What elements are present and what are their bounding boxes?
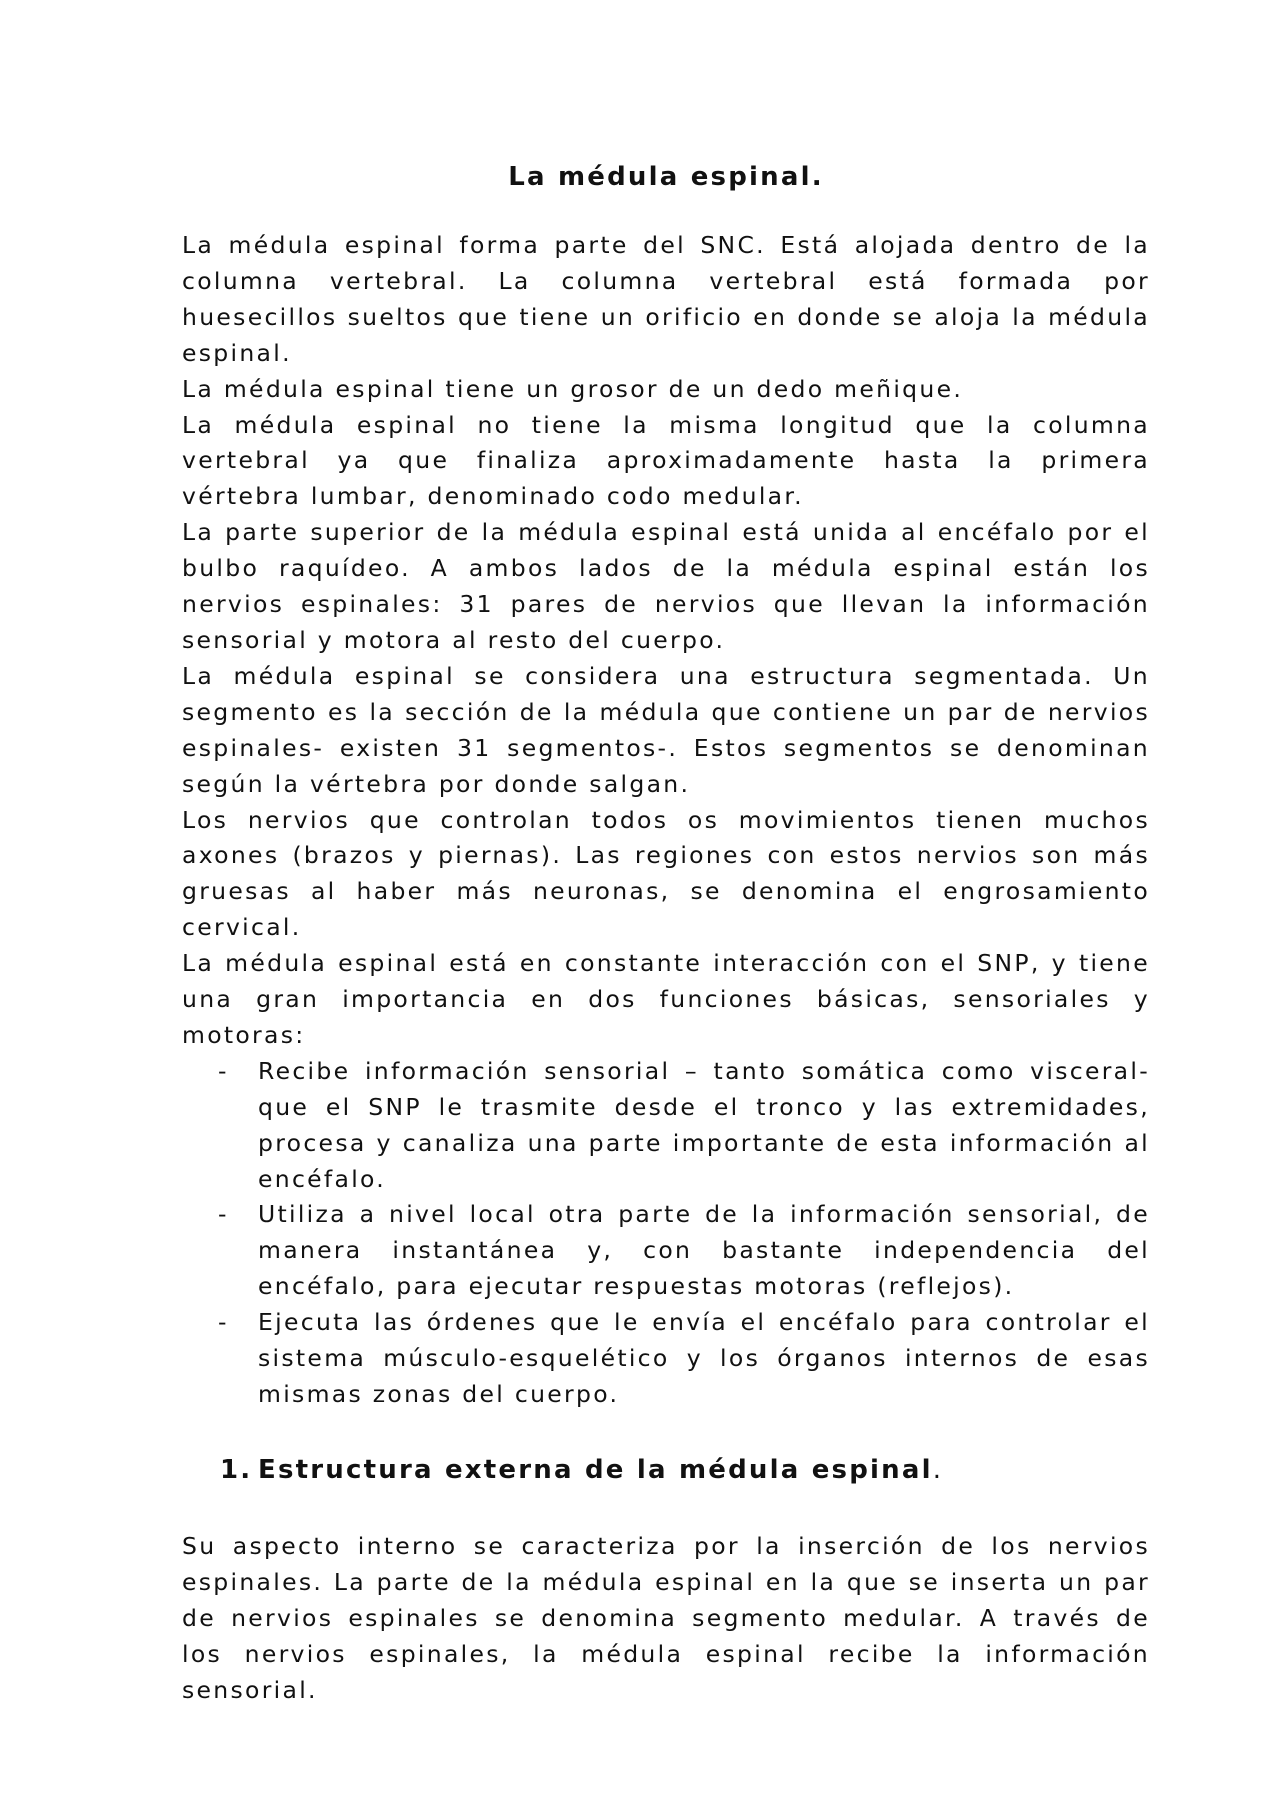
functions-list [182,1054,1150,1413]
page-title: La médula espinal. [508,162,824,192]
document-content [182,150,1150,1708]
list-item [218,1054,1150,1198]
dash-marker: - [218,1200,229,1229]
paragraph-engrosamiento: Los nervios que controlan todos os movimientos tienen muchos axones (brazos y piernas). Las regiones con estos nervios son más gruesas al haber más neuronas, se denomina el engrosamiento cervical. [182,805,1150,942]
list-item-text: Utiliza a nivel local otra parte de la información sensorial, de manera instantánea y, con bastante independencia del encéfalo, para ejecutar respuestas motoras (reflejos). [258,1200,1150,1301]
section-number: 1. [220,1454,253,1485]
paragraph-snc: La médula espinal forma parte del SNC. Está alojada dentro de la columna vertebral. La columna vertebral está formada por huesecillos sueltos que tiene un orificio en donde se aloja la médula espinal. [182,231,1150,367]
section-heading [220,1455,1150,1485]
paragraph-aspecto-interno: Su aspecto interno se caracteriza por la inserción de los nervios espinales. La parte de la médula espinal en la que se inserta un par de nervios espinales se denomina segmento medular. A través de los nervios espinales, la médula espinal recibe la información sensorial. [182,1531,1150,1704]
list-item-text: Ejecuta las órdenes que le envía el encéfalo para controlar el sistema músculo-esquelético y los órganos internos de esas mismas zonas del cuerpo. [258,1308,1150,1408]
dash-marker: - [218,1308,229,1337]
paragraph-parte-superior: La parte superior de la médula espinal está unida al encéfalo por el bulbo raquídeo. A ambos lados de la médula espinal están los nervios espinales: 31 pares de nervios que llevan la información sensorial y motora al resto del cuerpo. [182,518,1150,654]
list-item [218,1305,1150,1413]
section-heading-text: Estructura externa de la médula espinal [258,1454,933,1485]
paragraph-grosor: La médula espinal tiene un grosor de un dedo meñique. [182,374,964,403]
paragraph-funciones: La médula espinal está en constante interacción con el SNP, y tiene una gran importancia en dos funciones básicas, sensoriales y motoras: [182,949,1150,1049]
paragraph-longitud: La médula espinal no tiene la misma longitud que la columna vertebral ya que finaliza aproximadamente hasta la primera vértebra lumbar, denominado codo medular. [182,410,1150,511]
list-item-text: Recibe información sensorial – tanto somática como visceral- que el SNP le trasmite desde el tronco y las extremidades, procesa y canaliza una parte importante de esta información al encéfalo. [258,1056,1150,1193]
list-item [218,1197,1150,1305]
section-heading-period: . [932,1454,944,1485]
paragraph-segmentada: La médula espinal se considera una estructura segmentada. Un segmento es la sección de la médula que contiene un par de nervios espinales- existen 31 segmentos-. Estos segmentos se denominan según la vértebra por donde salgan. [182,661,1150,798]
dash-marker: - [218,1056,229,1085]
